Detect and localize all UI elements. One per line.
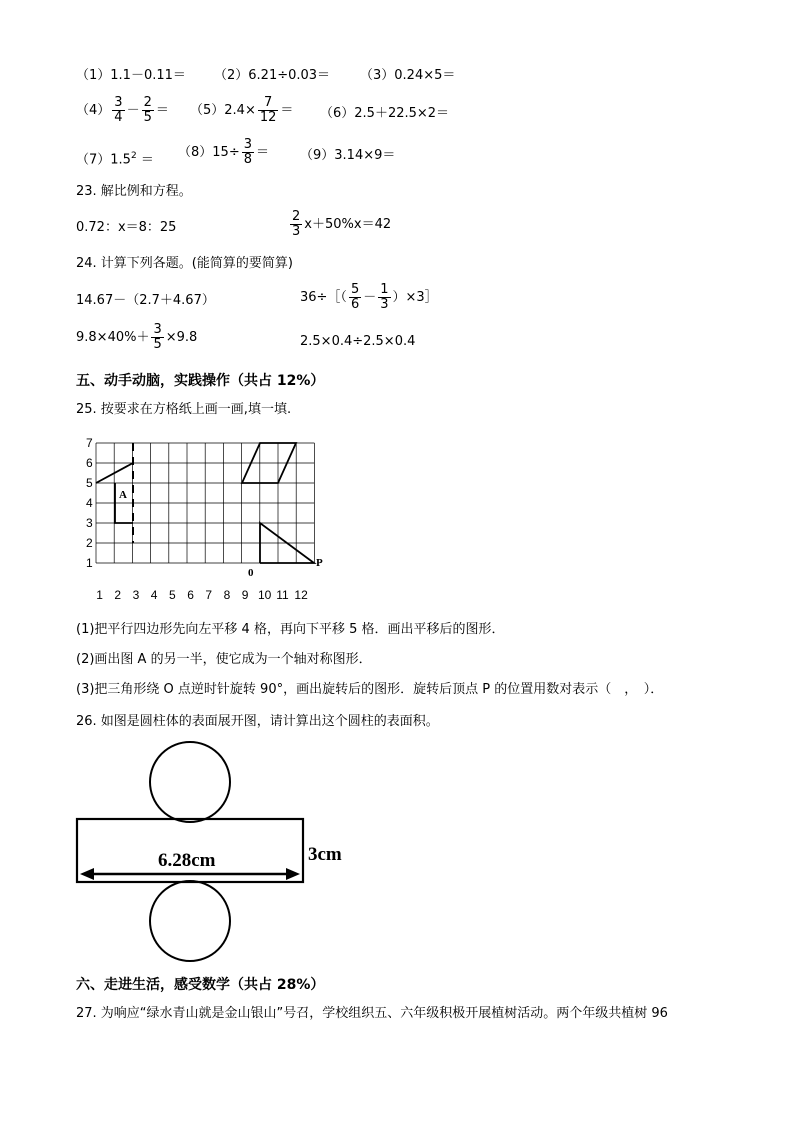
- q25-step-2: (2)画出图 A 的另一半，使它成为一个轴对称图形．: [76, 652, 372, 667]
- y-tick-label: 5: [86, 476, 93, 490]
- calc-item-5: （5）2.4× $\frac{7}{12}$ ＝: [190, 95, 294, 125]
- x-tick-label: 3: [132, 588, 140, 602]
- point-o-label: 0: [248, 567, 254, 579]
- x-tick-label: 9: [241, 588, 249, 602]
- q24-expr-4: 2.5×0.4÷2.5×0.4: [300, 334, 416, 349]
- q24-expr-3: 9.8×40%＋ $\frac{3}{5}$ ×9.8: [76, 322, 198, 352]
- y-tick-label: 2: [86, 536, 93, 550]
- calc-item-4: （4） $\frac{3}{4}$ － $\frac{2}{5}$ ＝: [76, 95, 169, 125]
- top-circle: [150, 742, 230, 822]
- x-tick-label: 8: [223, 588, 231, 602]
- calc-item-8: （8）15÷ $\frac{3}{8}$ ＝: [178, 137, 270, 167]
- calc-item-6: （6）2.5＋22.5×2＝: [320, 106, 450, 121]
- y-tick-label: 6: [86, 456, 93, 470]
- q23-title: 23. 解比例和方程。: [76, 184, 192, 199]
- y-tick-label: 3: [86, 516, 93, 530]
- x-tick-label: 7: [205, 588, 213, 602]
- q25-step-3: (3)把三角形绕 O 点逆时针旋转 90°，画出旋转后的图形．旋转后顶点 P 的位置用数对表示（ ， ）．: [76, 682, 664, 697]
- calc-item-1: （1）1.1－0.11＝: [76, 68, 186, 83]
- q24-expr-2: 36÷［（ $\frac{5}{6}$ － $\frac{1}{3}$ ）×3］: [300, 282, 438, 312]
- section-6-title: 六、走进生活，感受数学（共占 28%）: [76, 977, 325, 993]
- q26-title: 26. 如图是圆柱体的表面展开图，请计算出这个圆柱的表面积。: [76, 714, 439, 729]
- x-tick-label: 1: [96, 588, 103, 602]
- figure-a-label: A: [119, 489, 127, 501]
- x-tick-label: 12: [294, 588, 308, 602]
- calc-item-2: （2）6.21÷0.03＝: [214, 68, 331, 83]
- x-tick-label: 5: [169, 588, 176, 602]
- q23-equation-1: 0.72：x＝8：25: [76, 220, 177, 235]
- section-5-title: 五、动手动脑，实践操作（共占 12%）: [76, 373, 325, 389]
- height-label: 3cm: [308, 844, 342, 865]
- arrow-left-head: [80, 868, 94, 880]
- q25-title: 25. 按要求在方格纸上画一画,填一填.: [76, 402, 292, 417]
- q24-expr-1: 14.67－（2.7＋4.67）: [76, 293, 215, 308]
- y-tick-label: 4: [86, 496, 93, 510]
- y-tick-label: 7: [86, 436, 93, 450]
- calc-item-9: （9）3.14×9＝: [300, 148, 396, 163]
- point-p-label: P: [316, 557, 323, 569]
- y-tick-label: 1: [86, 556, 93, 570]
- x-tick-label: 2: [114, 588, 122, 602]
- width-label: 6.28cm: [158, 850, 216, 871]
- bottom-circle: [150, 881, 230, 961]
- q27-text: 27. 为响应“绿水青山就是金山银山”号召，学校组织五、六年级积极开展植树活动。两个年级共植树 96: [76, 1006, 668, 1021]
- calc-item-7: $(7)1.5^2$ ＝: [76, 151, 154, 168]
- x-tick-label: 11: [276, 588, 289, 602]
- x-tick-label: 4: [150, 588, 158, 602]
- x-tick-label: 6: [187, 588, 194, 602]
- x-tick-label: 10: [258, 588, 272, 602]
- q25-step-1: (1)把平行四边形先向左平移 4 格，再向下平移 5 格．画出平移后的图形．: [76, 622, 505, 637]
- arrow-right-head: [286, 868, 300, 880]
- calc-item-3: （3）0.24×5＝: [360, 68, 456, 83]
- q24-title: 24. 计算下列各题。(能简算的要简算): [76, 256, 293, 271]
- q23-equation-2: $\frac{2}{3}$ x＋50%x＝42: [292, 209, 392, 239]
